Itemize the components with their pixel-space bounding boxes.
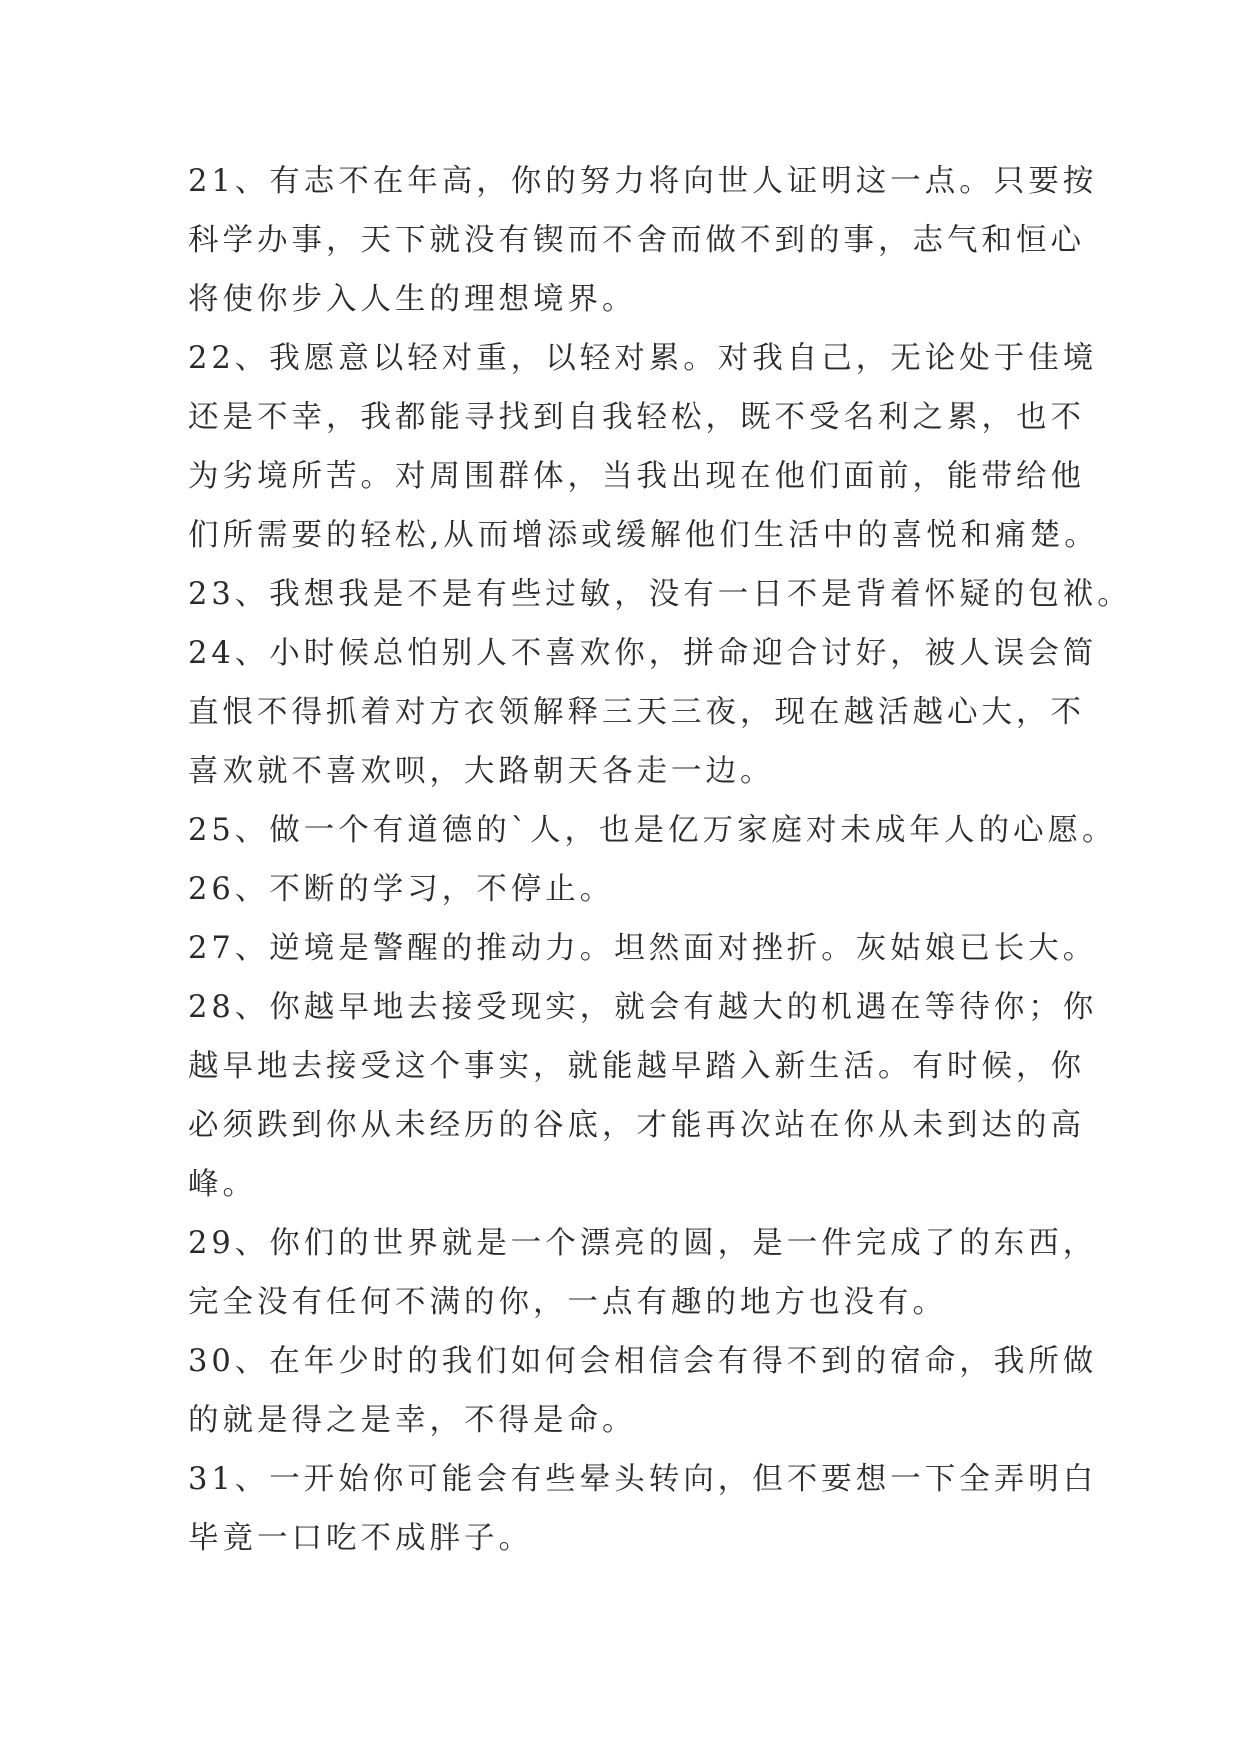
text-line: 还是不幸，我都能寻找到自我轻松，既不受名利之累，也不 xyxy=(188,400,1085,435)
text-line: 25、做一个有道德的`人，也是亿万家庭对未成年人的心愿。 xyxy=(188,813,1117,848)
text-line: 必须跌到你从未经历的谷底，才能再次站在你从未到达的高 xyxy=(188,1108,1085,1143)
text-line: 21、有志不在年高，你的努力将向世人证明这一点。只要按 xyxy=(188,164,1098,199)
text-line: 喜欢就不喜欢呗，大路朝天各走一边。 xyxy=(188,754,775,789)
text-line: 30、在年少时的我们如何会相信会有得不到的宿命，我所做 xyxy=(188,1344,1098,1379)
text-line: 31、一开始你可能会有些晕头转向，但不要想一下全弄明白 xyxy=(188,1462,1098,1497)
text-line: 26、不断的学习，不停止。 xyxy=(188,872,615,907)
text-line: 24、小时候总怕别人不喜欢你，拼命迎合讨好，被人误会简 xyxy=(188,636,1098,671)
document-body xyxy=(188,152,1132,1568)
text-line: 毕竟一口吃不成胖子。 xyxy=(188,1521,533,1556)
text-line: 22、我愿意以轻对重，以轻对累。对我自己，无论处于佳境 xyxy=(188,341,1098,376)
text-line: 们所需要的轻松,从而增添或缓解他们生活中的喜悦和痛楚。 xyxy=(188,518,1099,553)
text-line: 27、逆境是警醒的推动力。坦然面对挫折。灰姑娘已长大。 xyxy=(188,931,1098,966)
text-line: 23、我想我是不是有些过敏，没有一日不是背着怀疑的包袱。 xyxy=(188,577,1132,612)
text-line: 28、你越早地去接受现实，就会有越大的机遇在等待你；你 xyxy=(188,990,1098,1025)
text-line: 的就是得之是幸，不得是命。 xyxy=(188,1403,637,1438)
text-line: 科学办事，天下就没有锲而不舍而做不到的事，志气和恒心 xyxy=(188,223,1085,258)
text-line: 29、你们的世界就是一个漂亮的圆，是一件完成了的东西， xyxy=(188,1226,1098,1261)
text-line: 峰。 xyxy=(188,1167,257,1202)
text-line: 直恨不得抓着对方衣领解释三天三夜，现在越活越心大，不 xyxy=(188,695,1085,730)
text-line: 越早地去接受这个事实，就能越早踏入新生活。有时候，你 xyxy=(188,1049,1085,1084)
text-line: 完全没有任何不满的你，一点有趣的地方也没有。 xyxy=(188,1285,947,1320)
text-line: 为劣境所苦。对周围群体，当我出现在他们面前，能带给他 xyxy=(188,459,1085,494)
text-line: 将使你步入人生的理想境界。 xyxy=(188,282,637,317)
